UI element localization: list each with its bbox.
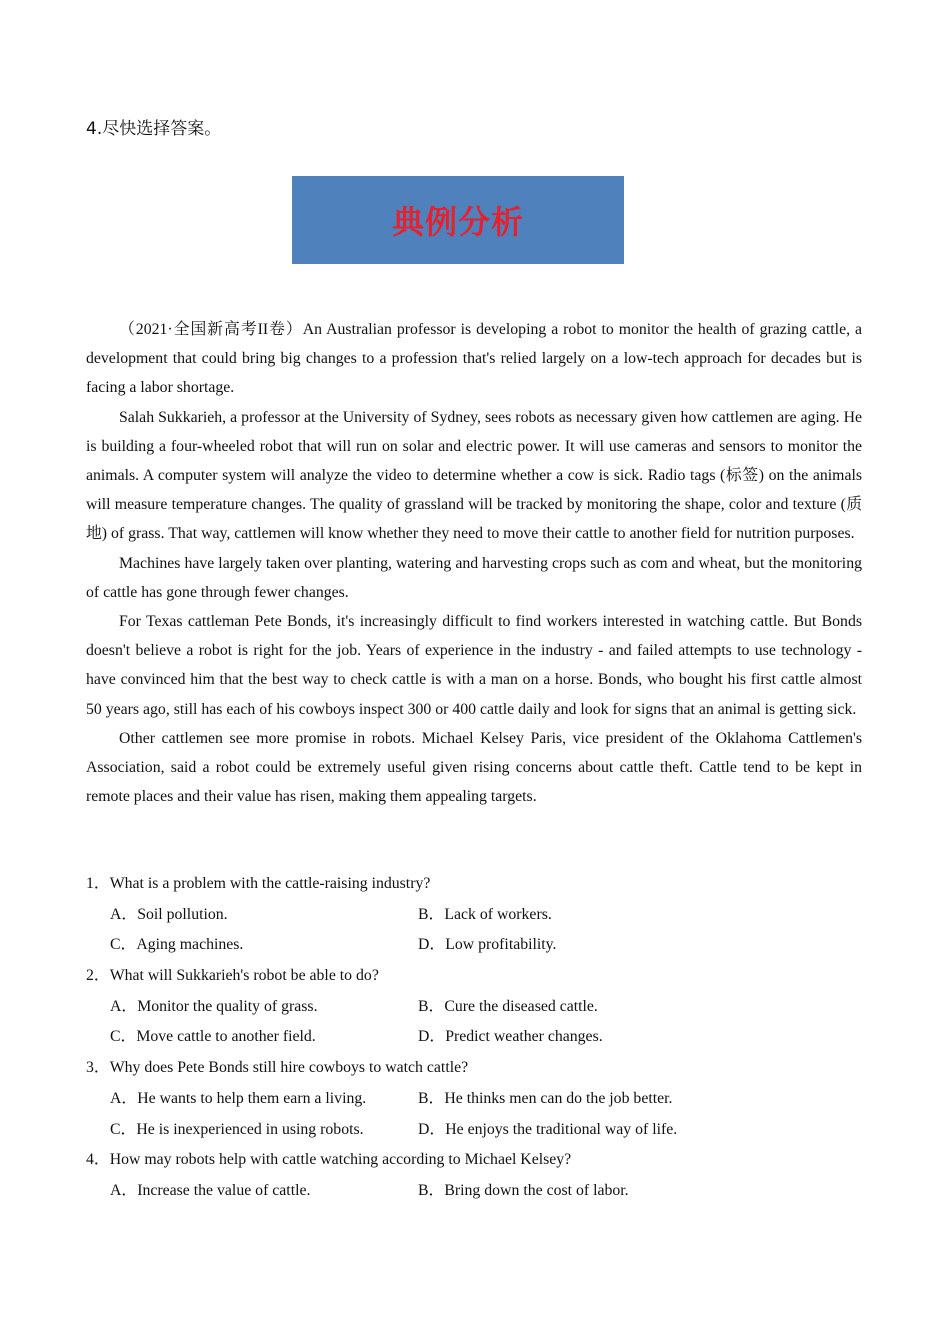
option-a[interactable]: A．Increase the value of cattle. [110, 1181, 311, 1199]
question-item [86, 1053, 862, 1145]
passage-paragraph: （2021·全国新高考II卷）An Australian professor is developing a robot to monitor the health of grazing cattle, a development that could bring big changes to a profession that's relied largely on a low-tech approach for decades but is facing a labor shortage. [86, 321, 862, 397]
question-item [86, 1145, 862, 1206]
question-list [86, 869, 862, 1207]
option-c[interactable]: C．He is inexperienced in using robots. [110, 1120, 364, 1138]
option-b[interactable]: B．Bring down the cost of labor. [418, 1181, 629, 1199]
question-stem: 1．What is a problem with the cattle-raising industry? [86, 875, 431, 892]
option-d[interactable]: D．Low profitability. [418, 936, 557, 954]
reading-passage [86, 315, 862, 811]
option-b[interactable]: B．He thinks men can do the job better. [418, 1089, 673, 1107]
option-d[interactable]: D．Predict weather changes. [418, 1028, 603, 1046]
question-stem: 3．Why does Pete Bonds still hire cowboys to watch cattle? [86, 1059, 469, 1077]
option-a[interactable]: A．He wants to help them earn a living. [110, 1089, 367, 1107]
passage-paragraph: For Texas cattleman Pete Bonds, it's increasingly difficult to find workers interested in watching cattle. But Bonds doesn't believe a robot is right for the job. Years of experience in the industry - and failed attempts to use technology - have convinced him that the best way to check cattle is with a man on a horse. Bonds, who bought his first cattle almost 50 years ago, still has each of his cowboys inspect 300 or 400 cattle daily and look for signs that an animal is getting sick. [86, 613, 862, 718]
instruction-heading: 4.尽快选择答案。 [86, 119, 222, 139]
passage-paragraph: Other cattlemen see more promise in robots. Michael Kelsey Paris, vice president of the Oklahoma Cattlemen's Association, said a robot could be extremely useful given rising concerns about cattle theft. Cattle tend to be kept in remote places and their value has risen, making them appealing targets. [86, 729, 862, 806]
option-c[interactable]: C．Aging machines. [110, 936, 244, 954]
question-item [86, 961, 862, 1053]
question-options [86, 1084, 862, 1145]
question-options [86, 900, 862, 961]
question-options [86, 992, 862, 1053]
option-a[interactable]: A．Monitor the quality of grass. [110, 997, 318, 1015]
question-item [86, 869, 862, 961]
question-stem: 4．How may robots help with cattle watching according to Michael Kelsey? [86, 1151, 572, 1169]
passage-paragraph: Machines have largely taken over planting, watering and harvesting crops such as com and wheat, but the monitoring of cattle has gone through fewer changes. [86, 554, 862, 601]
section-banner [292, 176, 624, 264]
option-b[interactable]: B．Lack of workers. [418, 905, 552, 923]
option-c[interactable]: C．Move cattle to another field. [110, 1028, 316, 1046]
option-a[interactable]: A．Soil pollution. [110, 905, 228, 923]
banner-title: 典例分析 [391, 203, 524, 241]
passage-paragraph: Salah Sukkarieh, a professor at the University of Sydney, sees robots as necessary given how cattlemen are aging. He is building a four-wheeled robot that will run on solar and electric power. It will use cameras and sensors to monitor the animals. A computer system will analyze the video to determine whether a cow is sick. Radio tags (标签) on the animals will measure temperature changes. The quality of grassland will be tracked by monitoring the shape, color and texture (质地) of grass. That way, cattlemen will know whether they need to move their cattle to another field for nutrition purposes. [86, 408, 862, 543]
option-d[interactable]: D．He enjoys the traditional way of life. [418, 1120, 678, 1138]
question-options [86, 1176, 862, 1207]
option-b[interactable]: B．Cure the diseased cattle. [418, 997, 598, 1015]
question-stem: 2．What will Sukkarieh's robot be able to do? [86, 967, 379, 985]
